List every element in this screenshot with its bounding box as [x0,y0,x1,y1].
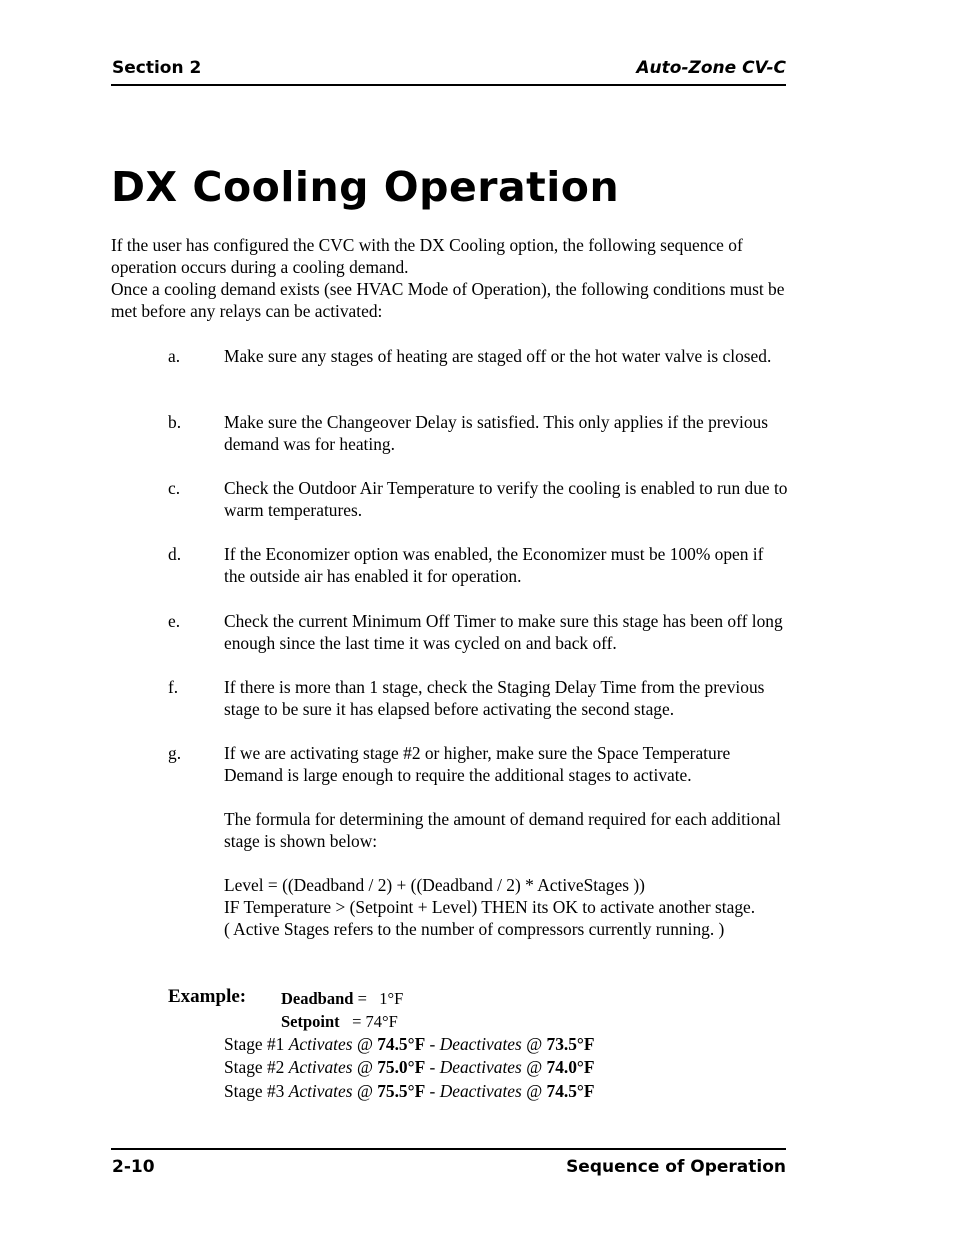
list-text: Make sure any stages of heating are staged off or the hot water valve is closed. [224,346,772,366]
activates-label: Activates @ [288,1057,373,1077]
list-letter: a. [168,346,181,366]
list-text: Check the Outdoor Air Temperature to verify the cooling is enabled to run due to warm temperatures. [224,478,788,520]
setpoint-label: Setpoint [281,1012,340,1031]
example-stage-2: Stage #2 Activates @ 75.0°F - Deactivates @ 74.0°F [224,1057,595,1077]
deactivate-temp: 74.5°F [546,1081,595,1101]
list-text: If the Economizer option was enabled, the Economizer must be 100% open if the outside air has enabled it for operation. [224,544,764,586]
intro-paragraph-1: If the user has configured the CVC with the DX Cooling option, the following sequence of operation occurs during a cooling demand. [111,235,743,277]
example-setpoint [281,1012,398,1032]
stage-name: Stage #3 [224,1081,285,1101]
formula-line-condition: IF Temperature > (Setpoint + Level) THEN its OK to activate another stage. [224,897,756,917]
page-title: DX Cooling Operation [111,163,620,211]
list-text: Make sure the Changeover Delay is satisfied. This only applies if the previous demand was for heating. [224,412,768,454]
formula-block [224,874,784,940]
deactivate-temp: 73.5°F [546,1034,595,1054]
activate-temp: 74.5°F [377,1034,426,1054]
list-letter: b. [168,412,182,432]
example-stage-1: Stage #1 Activates @ 74.5°F - Deactivates @ 73.5°F [224,1034,595,1054]
deactivates-label: Deactivates @ [439,1057,543,1077]
deactivate-temp: 74.0°F [546,1057,595,1077]
list-text: If there is more than 1 stage, check the Staging Delay Time from the previous stage to be sure it has elapsed before activating the second stage. [224,677,765,719]
list-letter: g. [168,743,182,763]
footer-page-number: 2-10 [112,1157,155,1177]
page-header [111,58,786,86]
example-stage-3: Stage #3 Activates @ 75.5°F - Deactivates @ 74.5°F [224,1081,595,1101]
header-section: Section 2 [112,58,202,78]
formula-intro: The formula for determining the amount of demand required for each additional stage is shown below: [224,809,781,851]
list-letter: f. [168,677,179,697]
deadband-label: Deadband [281,989,354,1008]
list-letter: e. [168,611,181,631]
activate-temp: 75.5°F [377,1081,426,1101]
example-deadband [281,989,403,1009]
stage-name: Stage #1 [224,1034,285,1054]
list-text: If we are activating stage #2 or higher, make sure the Space Temperature Demand is large enough to require the additional stages to activate. [224,743,731,785]
header-product: Auto-Zone CV-C [636,58,786,78]
deadband-value: = 1°F [357,989,404,1008]
activate-temp: 75.0°F [377,1057,426,1077]
list-text: Check the current Minimum Off Timer to make sure this stage has been off long enough since the last time it was cycled on and back off. [224,611,783,653]
list-letter: c. [168,478,181,498]
intro-text [111,234,791,322]
formula-line-note: ( Active Stages refers to the number of compressors currently running. ) [224,919,725,939]
deactivates-label: Deactivates @ [439,1081,543,1101]
list-letter: d. [168,544,182,564]
footer-chapter: Sequence of Operation [566,1157,786,1177]
page-footer [111,1148,786,1180]
formula-line-level: Level = ((Deadband / 2) + ((Deadband / 2) * ActiveStages )) [224,875,645,895]
stage-name: Stage #2 [224,1057,285,1077]
deactivates-label: Deactivates @ [439,1034,543,1054]
intro-paragraph-2: Once a cooling demand exists (see HVAC Mode of Operation), the following conditions must be met before any relays can be activated: [111,279,785,321]
activates-label: Activates @ [288,1081,373,1101]
activates-label: Activates @ [288,1034,373,1054]
example-label: Example: [168,986,247,1007]
setpoint-value: = 74°F [343,1012,398,1031]
